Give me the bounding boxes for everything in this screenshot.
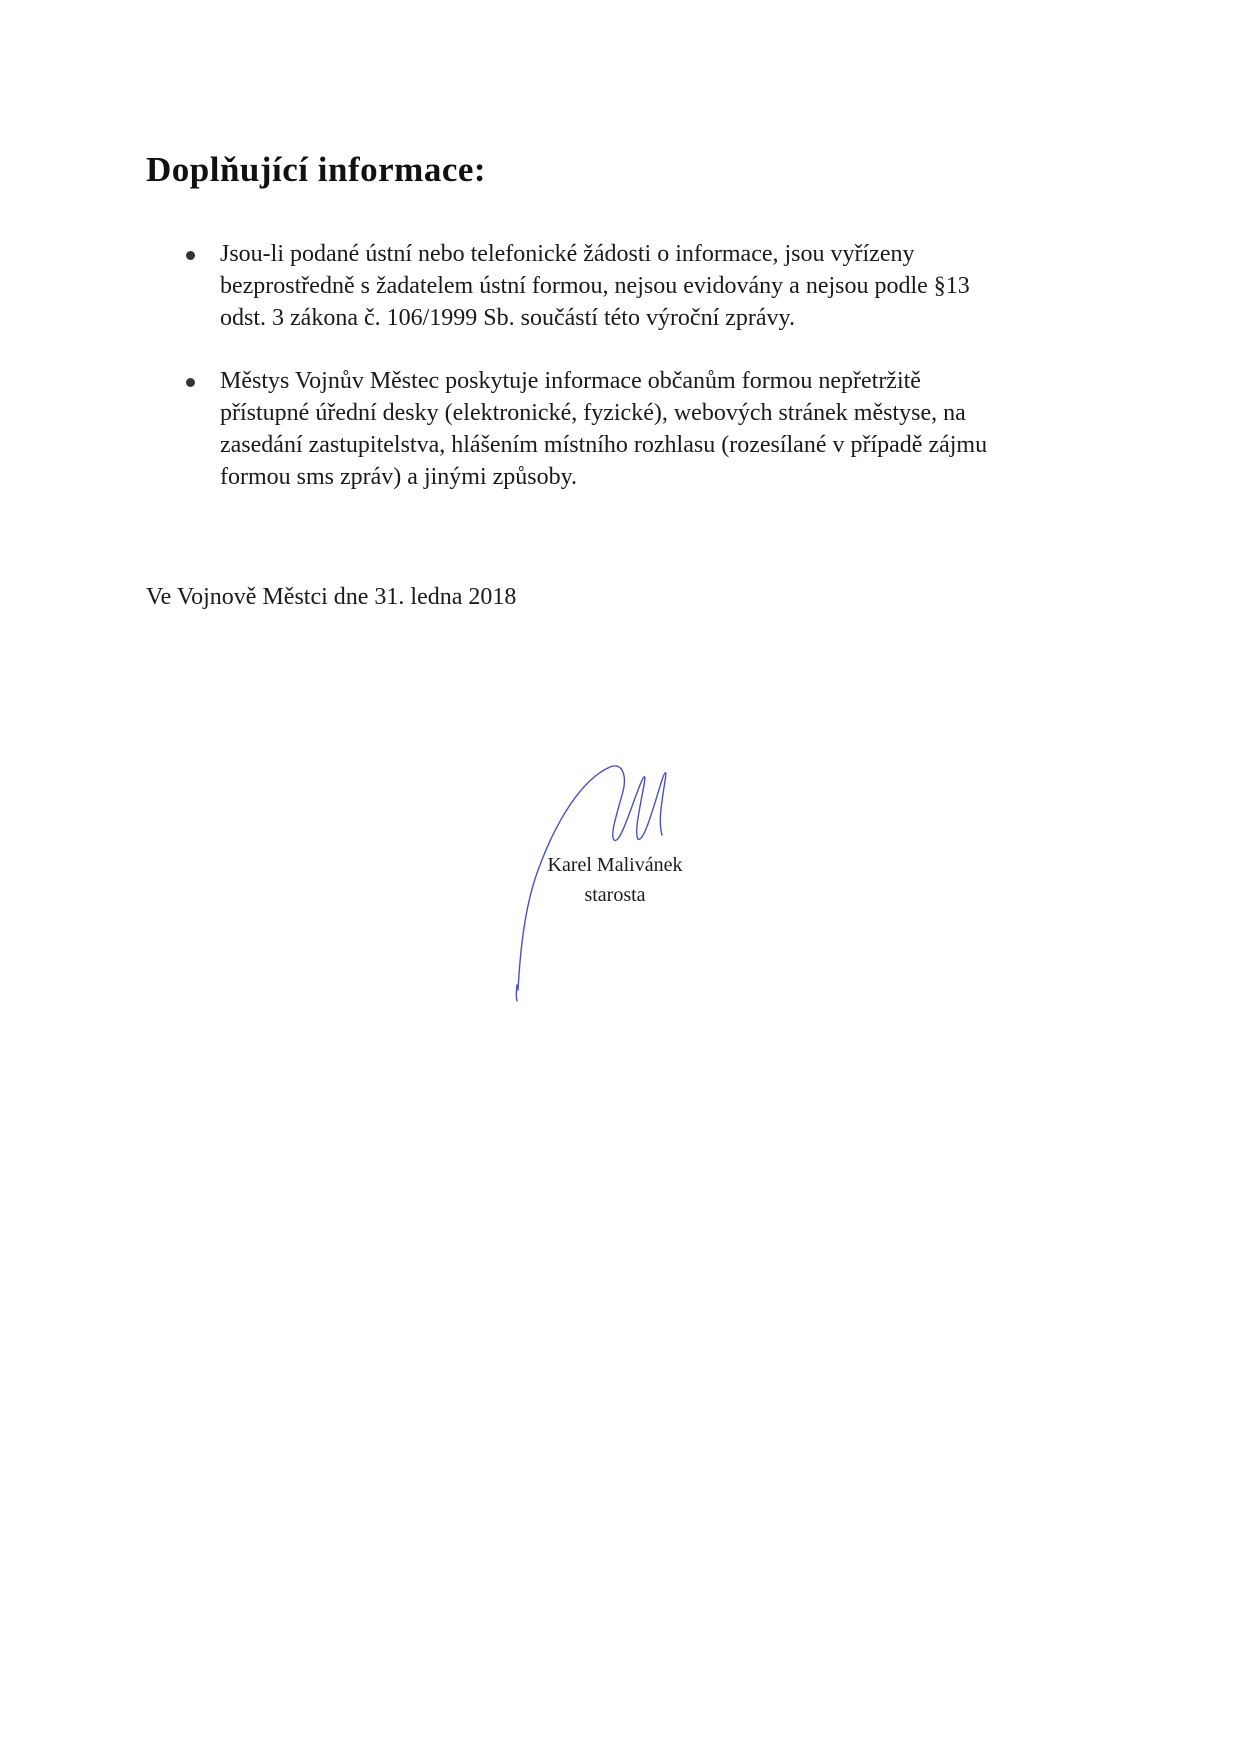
list-item-line: formou sms zpráv) a jinými způsoby. <box>220 464 578 490</box>
section-heading: Doplňující informace: <box>146 150 487 189</box>
date-place-line: Ve Vojnově Městci dne 31. ledna 2018 <box>146 584 517 610</box>
list-item-line: odst. 3 zákona č. 106/1999 Sb. součástí této výroční zprávy. <box>220 305 795 331</box>
info-list <box>182 238 1082 493</box>
signatory-title: starosta <box>584 884 646 906</box>
list-item <box>182 238 1082 334</box>
bullet-icon <box>186 378 195 387</box>
list-item-line: bezprostředně s žadatelem ústní formou, nejsou evidovány a nejsou podle §13 <box>220 273 970 299</box>
list-item-line: Městys Vojnův Městec poskytuje informace občanům formou nepřetržitě <box>220 368 921 394</box>
handwritten-signature <box>510 755 700 1005</box>
list-item <box>182 365 1082 493</box>
list-item-line: zasedání zastupitelstva, hlášením místního rozhlasu (rozesílané v případě zájmu <box>220 432 988 458</box>
list-item-line: přístupné úřední desky (elektronické, fyzické), webových stránek městyse, na <box>220 400 966 426</box>
list-item-line: Jsou-li podané ústní nebo telefonické žádosti o informace, jsou vyřízeny <box>220 241 915 267</box>
bullet-icon <box>186 251 195 260</box>
signatory-name: Karel Malivánek <box>547 854 683 876</box>
